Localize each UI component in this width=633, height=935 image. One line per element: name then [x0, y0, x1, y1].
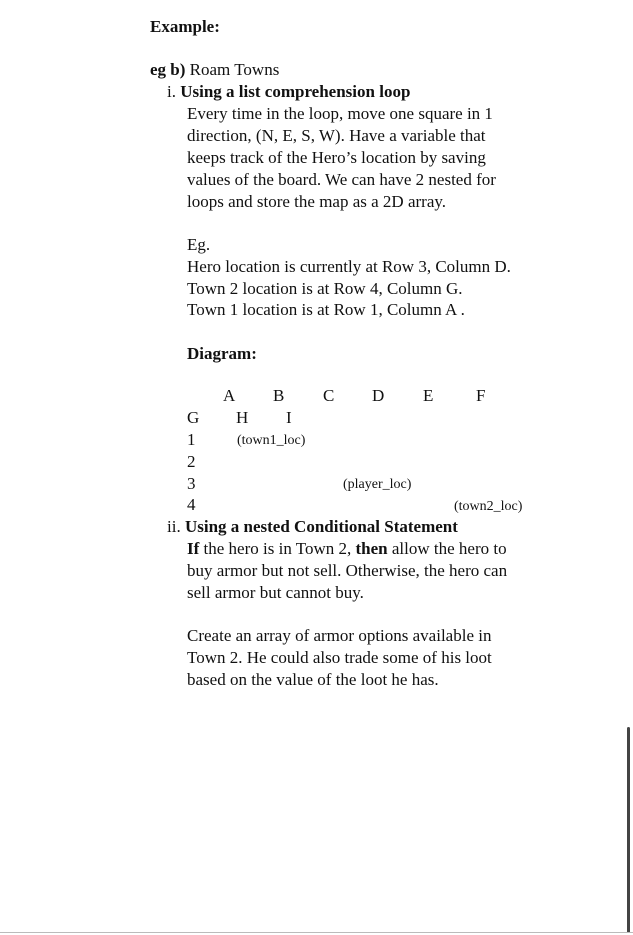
then-keyword: then [355, 539, 388, 558]
item-ii-para2-line: Create an array of armor options available in [187, 626, 492, 645]
item-i-number: i. [167, 82, 176, 101]
item-ii-line-end: allow the hero to [387, 539, 507, 558]
item-ii-line: sell armor but cannot buy. [187, 583, 364, 602]
diagram-col-header: D [372, 386, 385, 405]
diagram-row-label: 1 [187, 430, 196, 449]
item-ii-heading [167, 516, 458, 538]
item-i-body-line: direction, (N, E, S, W). Have a variable that [187, 126, 486, 145]
if-keyword: If [187, 539, 200, 558]
player-loc: (player_loc) [343, 477, 412, 492]
diagram-col-header: H [236, 408, 249, 427]
eg-line: Town 2 location is at Row 4, Column G. [187, 279, 463, 298]
item-i-body-line: Every time in the loop, move one square in 1 [187, 104, 493, 123]
diagram-col-header: I [286, 408, 292, 427]
item-i-title: Using a list comprehension loop [180, 82, 411, 101]
item-i-body-line: loops and store the map as a 2D array. [187, 192, 447, 211]
item-ii-line-mid: the hero is in Town 2, [199, 539, 356, 558]
item-ii-number: ii. [167, 517, 181, 536]
item-ii-line [187, 538, 507, 560]
town1-loc: (town1_loc) [237, 433, 306, 448]
town2-loc: (town2_loc) [454, 499, 523, 514]
diagram-col-header: C [323, 386, 335, 405]
scrollbar[interactable] [627, 727, 630, 933]
item-ii-para2-line: Town 2. He could also trade some of his loot [187, 648, 492, 667]
item-ii-title: Using a nested Conditional Statement [184, 517, 458, 536]
example-heading: Example: [150, 17, 220, 36]
diagram-col-header: B [273, 386, 285, 405]
diagram-row-label: 3 [187, 474, 196, 493]
diagram-label: Diagram: [187, 344, 257, 363]
eg-line: Hero location is currently at Row 3, Column D. [187, 257, 511, 276]
eg-label: Eg. [187, 235, 211, 254]
section-b-heading [150, 59, 279, 81]
item-ii-para2-line: based on the value of the loot he has. [187, 670, 439, 689]
section-b-title: Roam Towns [189, 60, 280, 79]
diagram-col-header: A [223, 386, 236, 405]
diagram-col-header: F [476, 386, 486, 405]
item-i-body-line: keeps track of the Hero’s location by saving [187, 148, 486, 167]
item-ii-line: buy armor but not sell. Otherwise, the hero can [187, 561, 508, 580]
section-b-prefix: eg b) [150, 60, 186, 79]
item-i-body-line: values of the board. We can have 2 nested for [187, 170, 496, 189]
diagram-col-header: E [423, 386, 434, 405]
diagram-col-header: G [187, 408, 200, 427]
diagram-row-label: 2 [187, 452, 196, 471]
item-i-heading [167, 81, 410, 103]
eg-line: Town 1 location is at Row 1, Column A . [187, 300, 465, 319]
page-bottom-divider [0, 932, 633, 933]
diagram-row-label: 4 [187, 495, 196, 514]
